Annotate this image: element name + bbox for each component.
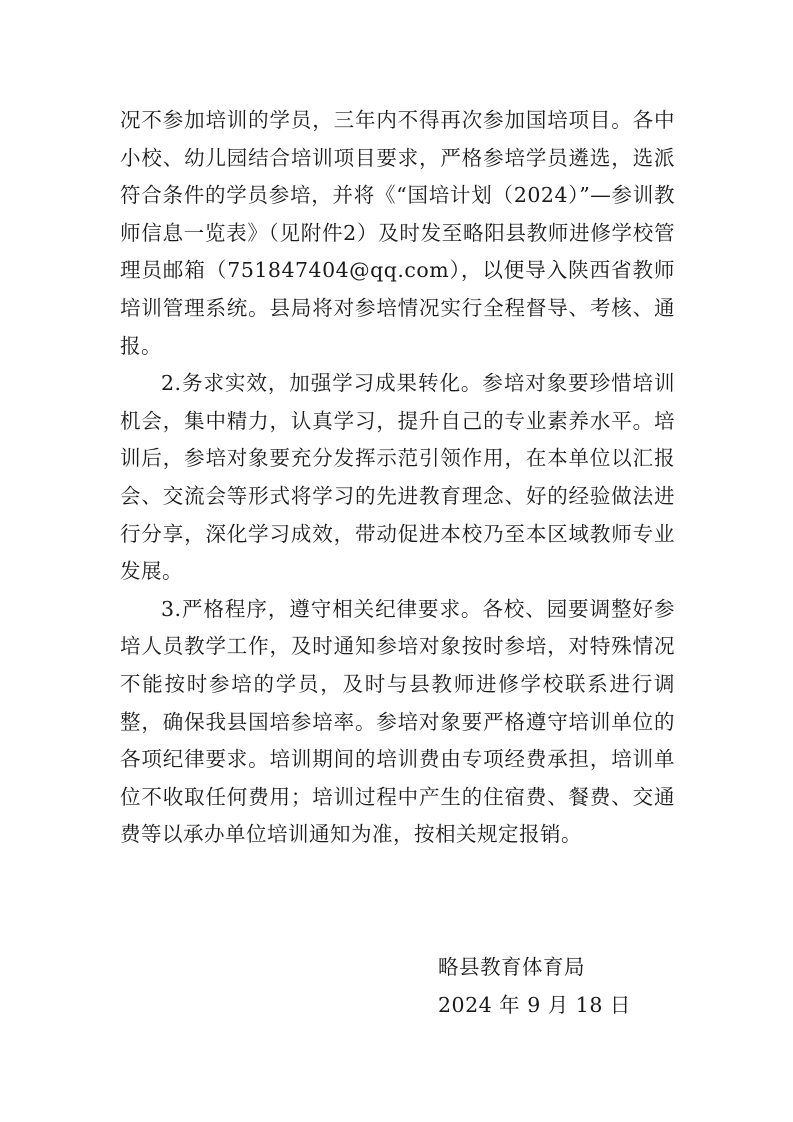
paragraph-item-3: 3.严格程序，遵守相关纪律要求。各校、园要调整好参培人员教学工作，及时通知参培对象按时参培，对特殊情况不能按时参培的学员，及时与县教师进修学校联系进行调整，确保我县国培参培率。参培对象要严格遵守培训单位的各项纪律要求。培训期间的培训费由专项经费承担，培训单位不收取任何费用；培训过程中产生的住宿费、餐费、交通费等以承办单位培训通知为准，按相关规定报销。	[120, 596, 675, 847]
paragraph-continuation: 况不参加培训的学员，三年内不得再次参加国培项目。各中小校、幼儿园结合培训项目要求，严格参培学员遴选，选派符合条件的学员参培，并将《“国培计划（2024）”—参训教师信息一览表》（见附件2）及时发至略阳县教师进修学校管理员邮箱（751847404@qq.com），以便导入陕西省教师培训管理系统。县局将对参培情况实行全程督导、考核、通报。	[120, 108, 675, 358]
signature-organization: 略县教育体育局	[438, 955, 585, 979]
document-body	[120, 102, 675, 854]
signature-block	[438, 948, 631, 1024]
paragraph-item-2: 2.务求实效，加强学习成果转化。参培对象要珍惜培训机会，集中精力，认真学习，提升自己的专业素养水平。培训后，参培对象要充分发挥示范引领作用，在本单位以汇报会、交流会等形式将学习的先进教育理念、好的经验做法进行分享，深化学习成效，带动促进本校乃至本区域教师专业发展。	[120, 371, 675, 584]
signature-date: 2024 年 9 月 18 日	[438, 993, 631, 1017]
